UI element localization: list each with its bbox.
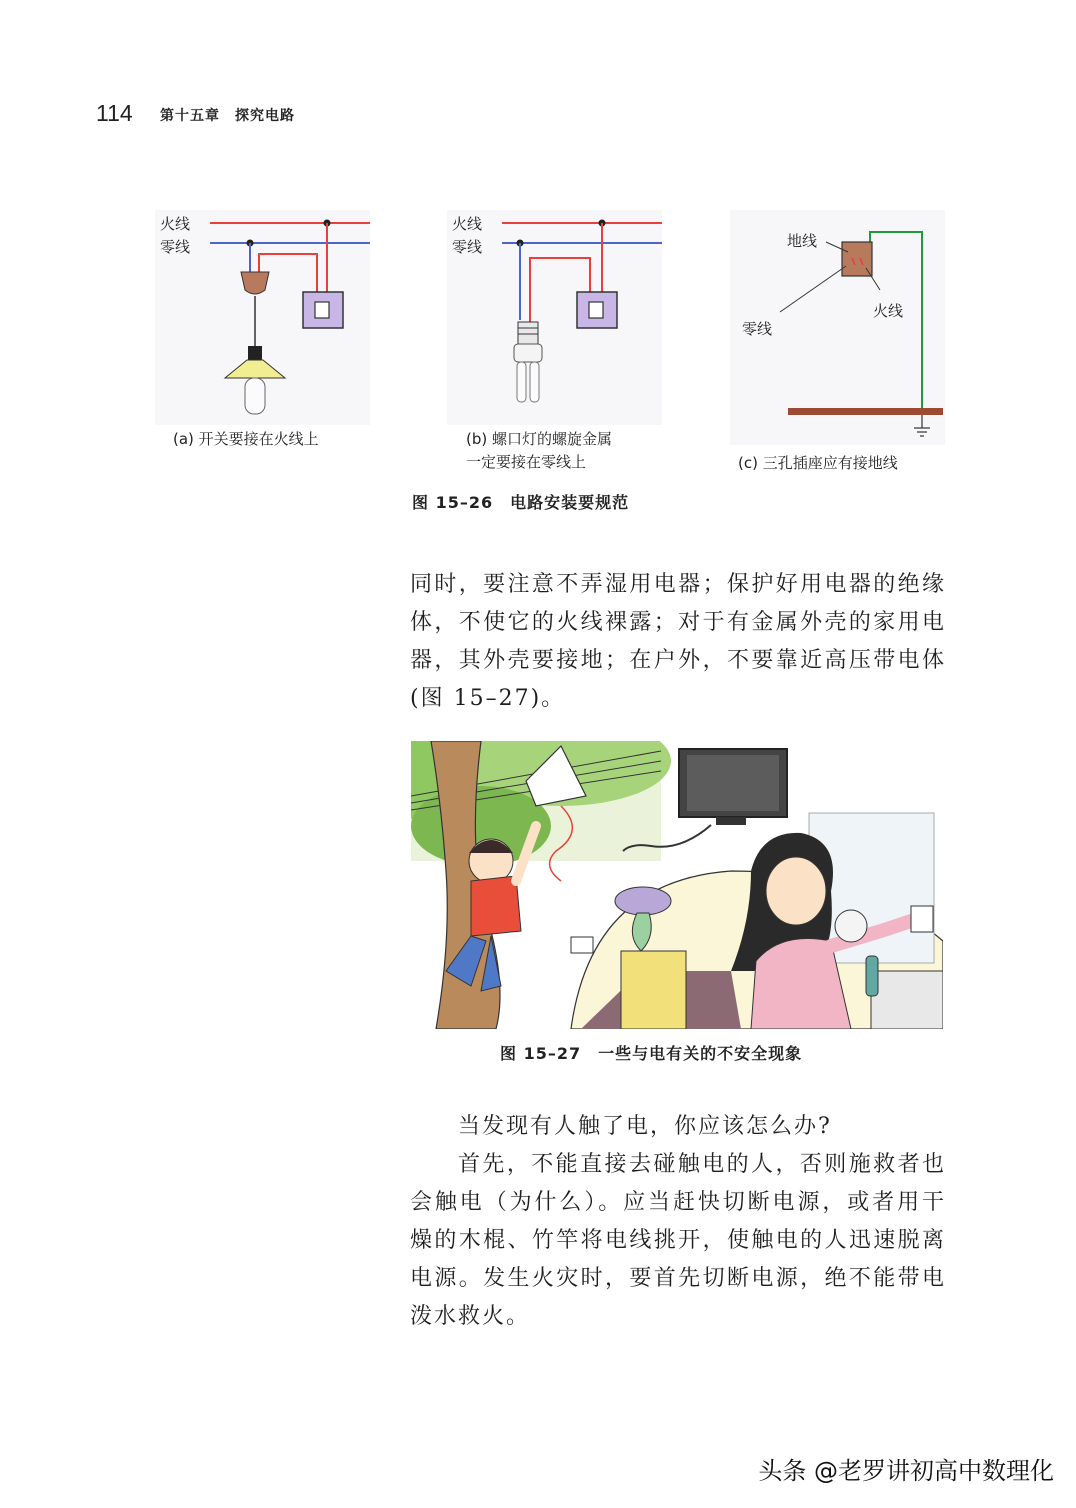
panel-b-neutral-label: 零线 xyxy=(452,238,483,256)
panel-c-caption: (c) 三孔插座应有接地线 xyxy=(738,454,898,472)
panel-a-neutral-label: 零线 xyxy=(160,238,191,256)
question-text: 当发现有人触了电，你应该怎么办? xyxy=(458,1114,832,1139)
figure-15-27-title: 图 15–27 一些与电有关的不安全现象 xyxy=(500,1044,803,1063)
figure-15-26-title: 图 15–26 电路安装要规范 xyxy=(412,493,630,512)
figure-15-27-illustration xyxy=(411,741,943,1029)
panel-a-caption: (a) 开关要接在火线上 xyxy=(173,430,319,448)
chapter-title: 第十五章 探究电路 xyxy=(160,108,295,124)
page-number: 114 xyxy=(96,100,133,126)
panel-a-live-label: 火线 xyxy=(160,215,191,233)
panel-c-neutral-label: 零线 xyxy=(742,320,773,338)
panel-b-live-label: 火线 xyxy=(452,215,483,233)
body-paragraph-1: 同时，要注意不弄湿用电器；保护好用电器的绝缘体，不使它的火线裸露；对于有金属外壳的家用电器，其外壳要接地；在户外，不要靠近高压带电体(图 15–27)。 xyxy=(410,572,946,711)
panel-c-ground-label: 地线 xyxy=(787,232,818,250)
panel-c-live-label: 火线 xyxy=(873,302,904,320)
panel-b-caption-line1: (b) 螺口灯的螺旋金属 xyxy=(466,430,612,448)
body-paragraph-2: 首先，不能直接去碰触电的人，否则施救者也会触电（为什么）。应当赶快切断电源，或者用干燥的木棍、竹竿将电线挑开，使触电的人迅速脱离电源。发生火灾时，要首先切断电源，绝不能带电泼水救火。 xyxy=(410,1152,946,1329)
panel-b-caption-line2: 一定要接在零线上 xyxy=(466,453,587,471)
watermark-text: 头条 @老罗讲初高中数理化 xyxy=(758,1457,1054,1485)
